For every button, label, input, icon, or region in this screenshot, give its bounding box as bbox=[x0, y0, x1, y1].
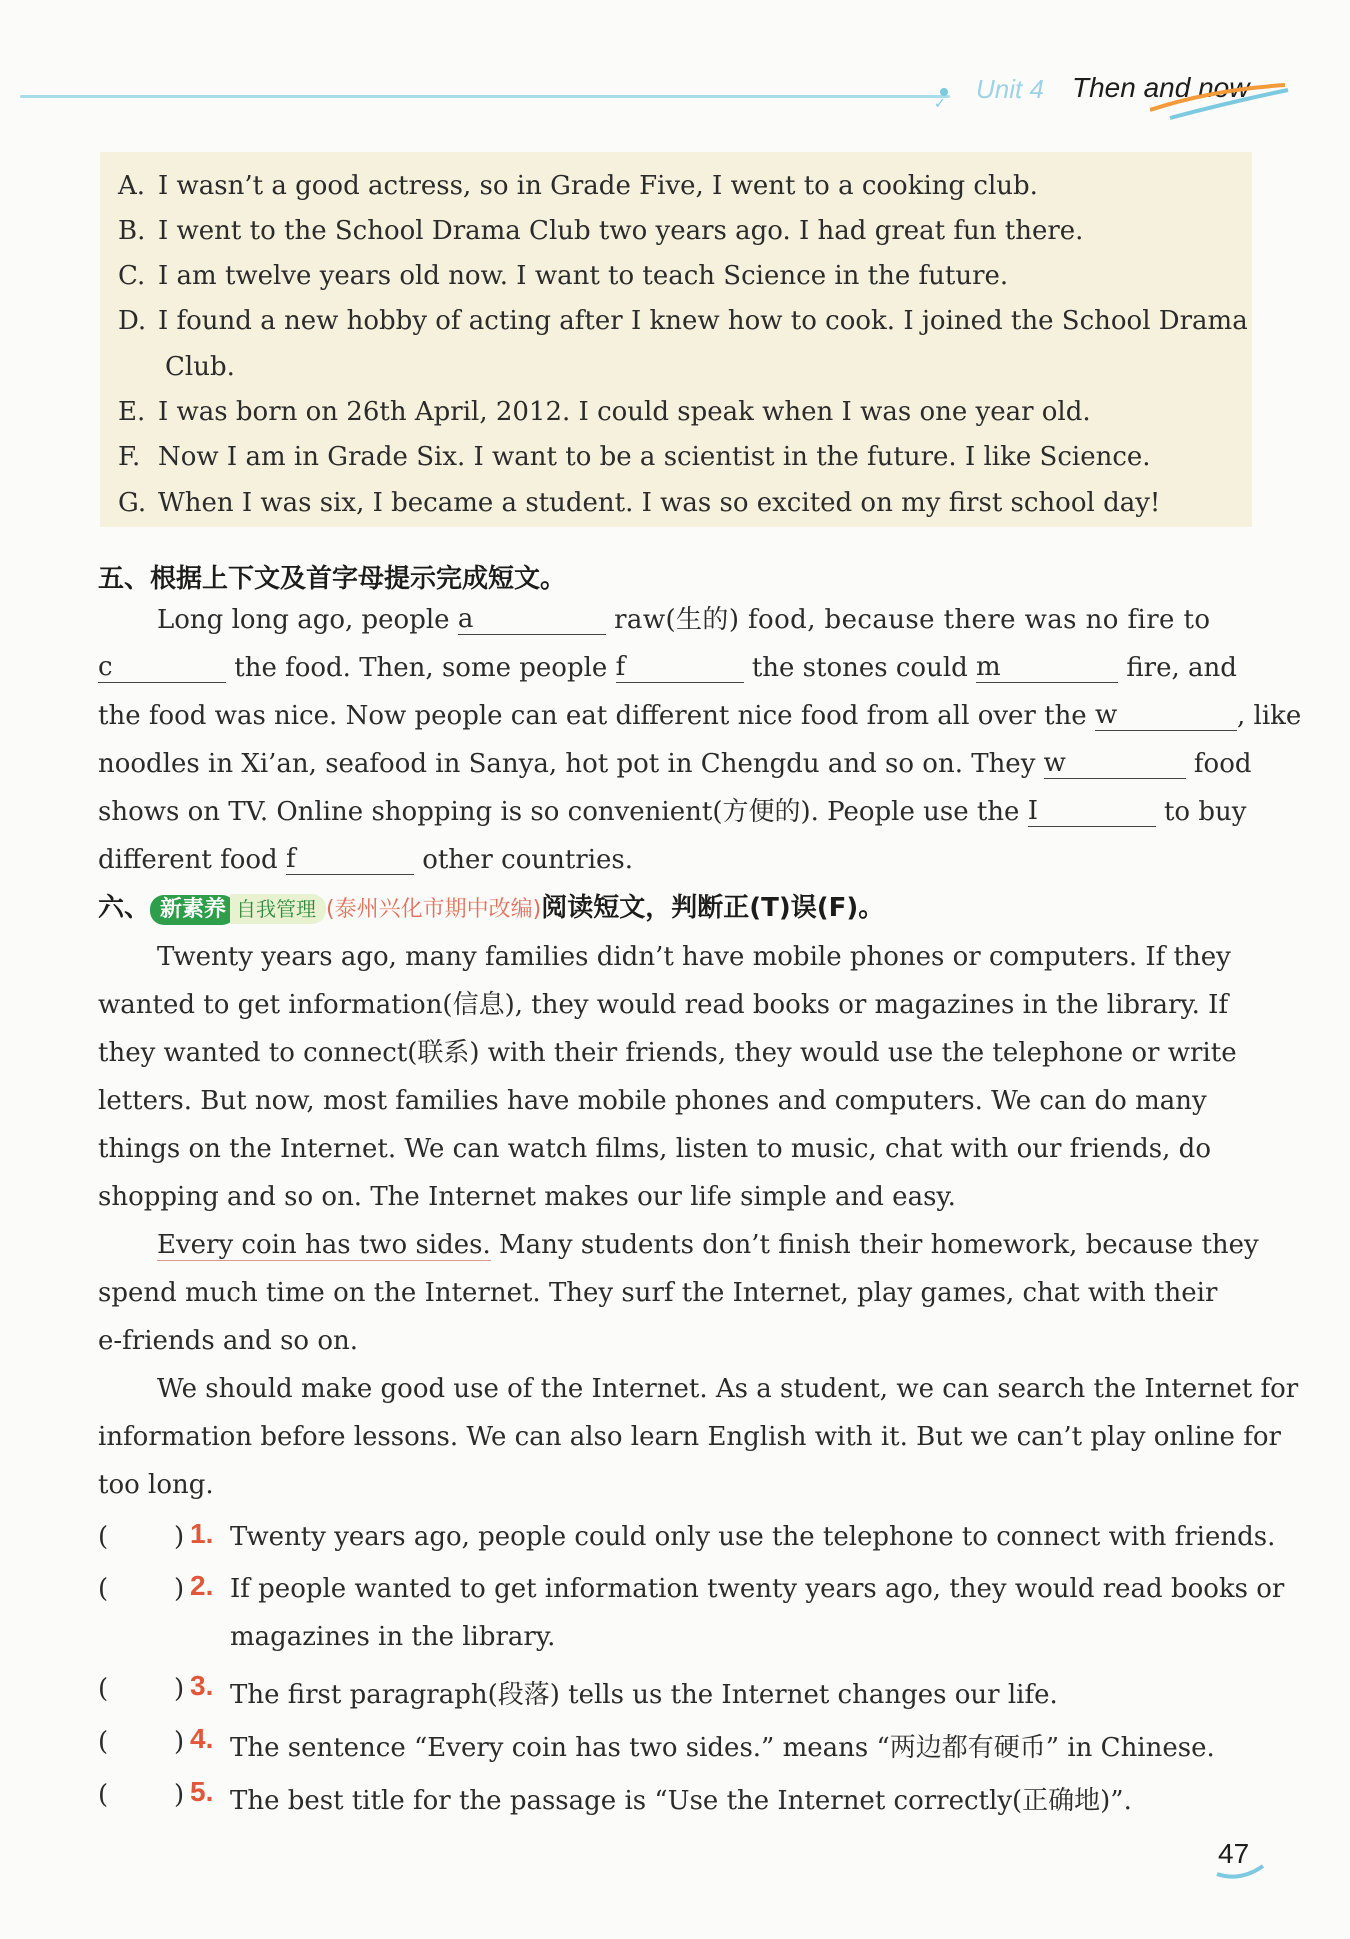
section5-title: 五、根据上下文及首字母提示完成短文。 bbox=[98, 564, 567, 594]
blank-6[interactable]: w bbox=[1044, 748, 1186, 779]
p2-line-3: e-friends and so on. bbox=[98, 1326, 358, 1356]
blank-2[interactable]: c bbox=[98, 652, 226, 683]
p3-line-3: too long. bbox=[98, 1470, 214, 1500]
blank-1[interactable]: a bbox=[458, 604, 606, 635]
header-chevron-icon: ✓ bbox=[934, 96, 946, 112]
unit-title: Then and now bbox=[1072, 72, 1250, 103]
option-g: G. When I was six, I became a student. I was so excited on my first school day! bbox=[118, 488, 1161, 518]
page-number-swoosh-icon bbox=[1215, 1860, 1265, 1880]
p1-line-3: they wanted to connect(联系) with their friends, they would use the telephone or write bbox=[98, 1038, 1237, 1068]
cloze-line-1: Long long ago, people a raw(生的) food, because there was no fire to bbox=[157, 604, 1211, 635]
option-f: F. Now I am in Grade Six. I want to be a scientist in the future. I like Science. bbox=[118, 442, 1151, 472]
answer-open-paren-5[interactable]: ( bbox=[98, 1780, 109, 1810]
header-dot-icon bbox=[940, 88, 948, 96]
option-b: B. I went to the School Drama Club two years ago. I had great fun there. bbox=[118, 216, 1084, 246]
blank-5[interactable]: w bbox=[1095, 700, 1237, 731]
p1-line-1: Twenty years ago, many families didn’t have mobile phones or computers. If they bbox=[157, 942, 1231, 972]
answer-open-paren-2[interactable]: ( bbox=[98, 1574, 109, 1604]
p2-line-1: Every coin has two sides. Many students don’t finish their homework, because they bbox=[157, 1230, 1259, 1260]
cloze-line-5: shows on TV. Online shopping is so convenient(方便的). People use the I to buy bbox=[98, 796, 1247, 827]
option-a: A. I wasn’t a good actress, so in Grade Five, I went to a cooking club. bbox=[118, 171, 1038, 201]
p1-line-4: letters. But now, most families have mobile phones and computers. We can do many bbox=[98, 1086, 1207, 1116]
header-rule bbox=[20, 95, 950, 98]
unit-label: Unit 4 bbox=[976, 74, 1044, 104]
underlined-sentence: Every coin has two sides. bbox=[157, 1230, 491, 1260]
workbook-page: ✓ Unit 4 Then and now A. I wasn’t a good actress, so in Grade Five, I went to a cooking club. B. I went to the School Drama Club two years ago. I had great fun there. C. I am twelve years old now. I want to teach Science in the future. D. I found a new hobby of acting after I knew how to cook. I joined the School Drama Club. E. I was born on 26th April, 2012. I could speak when I was one year old. F. Now I am in Grade Six. I want to be a scientist in the future. I like Science. G. When I was six, I became a student. I was so excited on my first school day! 五、根据上下文及首字母提示完成短文。 Long long ago, people a raw(生的) food, because there was no fire to c the food. Then, some people f the stones could m fire, and the food was nice. Now people can eat different nice food from all over the w , like noodles in Xi’an, seafood in Sanya, hot pot in Chengdu and so on. They w food shows on TV. Online shopping is so convenient(方便的). People use the I to buy different food f other countries. 六、 新素养 自我管理 (泰州兴化市期中改编)阅读短文，判断正(T)误(F)。 Twenty years ago, many families didn’t have mobile phones or computers. If they wanted to get information(信息), they would read books or magazines in the library. If they wanted to connect(联系) with their friends, they would use the telephone or write letters. But now, most families have mobile phones and computers. We can do many things on the Internet. We can watch films, listen to music, chat with our friends, do shopping and so on. The Internet makes our life simple and easy. Every coin has two sides. Many students don’t finish their homework, because they spend much time on the Internet. They surf the Internet, play games, chat with their e-friends and so on. We should make good use of the Internet. As a student, we can search the Internet for information before lessons. We can also learn English with it. But we can’t play online for too long. ( ) 1. Twenty years ago, people could only use the telephone to connect with friends. ( ) 2. If people wanted to get information twenty years ago, they would read books or magazines in the library. ( ) 3. The first paragraph(段落) tells us the Internet changes our life. ( ) 4. The sentence “Every coin has two sides.” means “两边都有硬币” in Chinese. ( ) 5. The best title for the passage is “Use the Internet correctly(正确地)”. 47 bbox=[0, 0, 1350, 1939]
p1-line-2: wanted to get information(信息), they would read books or magazines in the library. If bbox=[98, 990, 1229, 1020]
new-literacy-badge: 新素养 bbox=[150, 895, 236, 925]
p1-line-6: shopping and so on. The Internet makes our life simple and easy. bbox=[98, 1182, 956, 1212]
option-e: E. I was born on 26th April, 2012. I could speak when I was one year old. bbox=[118, 397, 1091, 427]
blank-7[interactable]: I bbox=[1028, 796, 1156, 827]
option-d: D. I found a new hobby of acting after I knew how to cook. I joined the School Drama bbox=[118, 306, 1248, 336]
source-note: (泰州兴化市期中改编) bbox=[326, 897, 542, 922]
blank-3[interactable]: f bbox=[616, 652, 744, 683]
answer-open-paren-3[interactable]: ( bbox=[98, 1674, 109, 1704]
cloze-line-2: c the food. Then, some people f the stones could m fire, and bbox=[98, 652, 1237, 683]
option-d-cont: Club. bbox=[165, 352, 235, 382]
p2-line-2: spend much time on the Internet. They surf the Internet, play games, chat with their bbox=[98, 1278, 1218, 1308]
p1-line-5: things on the Internet. We can watch films, listen to music, chat with our friends, do bbox=[98, 1134, 1211, 1164]
answer-open-paren-4[interactable]: ( bbox=[98, 1727, 109, 1757]
blank-8[interactable]: f bbox=[286, 844, 414, 875]
cloze-line-3: the food was nice. Now people can eat different nice food from all over the w , like bbox=[98, 700, 1302, 731]
cloze-line-4: noodles in Xi’an, seafood in Sanya, hot pot in Chengdu and so on. They w food bbox=[98, 748, 1252, 779]
answer-open-paren-1[interactable]: ( bbox=[98, 1522, 109, 1552]
blank-4[interactable]: m bbox=[976, 652, 1118, 683]
p3-line-2: information before lessons. We can also learn English with it. But we can’t play online for bbox=[98, 1422, 1281, 1452]
cloze-line-6: different food f other countries. bbox=[98, 844, 634, 875]
p3-line-1: We should make good use of the Internet. As a student, we can search the Internet for bbox=[157, 1374, 1299, 1404]
option-c: C. I am twelve years old now. I want to teach Science in the future. bbox=[118, 261, 1009, 291]
section6-title: 六、 新素养 自我管理 (泰州兴化市期中改编)阅读短文，判断正(T)误(F)。 bbox=[98, 893, 885, 923]
self-management-badge: 自我管理 bbox=[230, 894, 326, 924]
page-number: 47 bbox=[1218, 1838, 1250, 1869]
header-swoosh-icon bbox=[1150, 80, 1290, 120]
